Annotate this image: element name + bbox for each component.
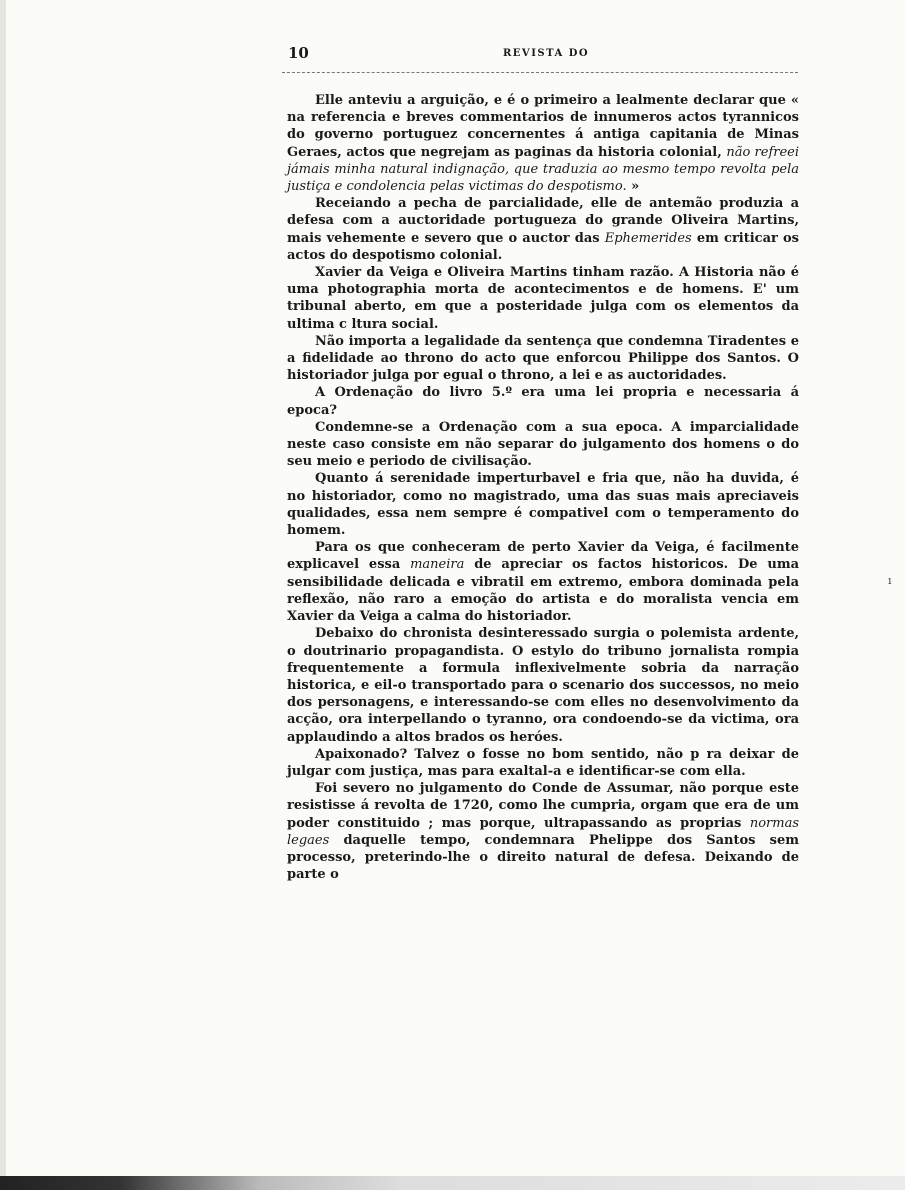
running-head: REVISTA DO: [503, 48, 590, 59]
body-text: [287, 92, 799, 883]
paragraph: Não importa a legalidade da sentença que condemna Tiradentes e a fidelidade ao throno do acto que enforcou Philippe dos Santos. O historiador julga por egual o throno, a lei e as auctoridades.: [287, 333, 799, 384]
paragraph: Elle anteviu a arguição, e é o primeiro a lealmente declarar que « na referencia e breves commentarios de innumeros actos tyrannicos do governo portuguez concernentes á antiga capitania de Minas Geraes, actos que negrejam as paginas da historia colonial, não refreei jámais minha natural indignação, que traduzia ao mesmo tempo revolta pela justiça e condolencia pelas victimas do despotismo. »: [287, 93, 800, 195]
paragraph: Apaixonado? Talvez o fosse no bom sentido, não p ra deixar de julgar com justiça, mas para exaltal-a e identificar-se com ella.: [287, 746, 799, 779]
paragraph: Foi severo no julgamento do Conde de Assumar, não porque este resistisse á revolta de 1720, como lhe cumpria, orgam que era de um poder constituido ; mas porque, ultrapassando as proprias normas legaes daquelle tempo, condemnara Phelippe dos Santos sem processo, preterindo-lhe o direito natural de defesa. Deixando de parte o: [287, 781, 799, 883]
page-left-edge: [0, 0, 6, 1190]
paragraph: A Ordenação do livro 5.º era uma lei propria e necessaria á epoca?: [287, 385, 799, 418]
paragraph: Receiando a pecha de parcialidade, elle de antemão produzia a defesa com a auctoridade portugueza do grande Oliveira Martins, mais vehemente e severo que o auctor das Ephemerides em criticar os actos do despotismo colonial.: [287, 196, 800, 263]
paragraph: Quanto á serenidade imperturbavel e fria que, não ha duvida, é no historiador, como no magistrado, uma das suas mais apreciaveis qualidades, essa nem sempre é compativel com o temperamento do homem.: [287, 471, 799, 539]
page-header: [288, 44, 800, 64]
header-rule: [282, 72, 798, 73]
page-number: 10: [288, 44, 309, 62]
paragraph: Para os que conheceram de perto Xavier da Veiga, é facilmente explicavel essa maneira de apreciar os factos historicos. De uma sensibilidade delicada e vibratil em extremo, embora dominada pela reflexão, não raro a emoção do artista e do moralista vencia em Xavier da Veiga a calma do historiador.: [287, 540, 799, 625]
margin-mark: ı: [888, 574, 892, 587]
paragraph: Condemne-se a Ordenação com a sua epoca. A imparcialidade neste caso consiste em não separar do julgamento dos homens o do seu meio e periodo de civilisação.: [287, 419, 799, 470]
paragraph: Xavier da Veiga e Oliveira Martins tinham razão. A Historia não é uma photographia morta de acontecimentos e de homens. E' um tribunal aberto, em que a posteridade julga com os elementos da ultima c ltura social.: [287, 265, 799, 332]
paragraph: Debaixo do chronista desinteressado surgia o polemista ardente, o doutrinario propagandista. O estylo do tribuno jornalista rompia frequentemente a formula inflexivelmente sobria da narração historica, e eil-o transportado para o scenario dos successos, no meio dos personagens, e interessando-se com elles no desenvolvimento da acção, ora interpellando o tyranno, ora condoendo-se da victima, ora applaudindo a altos brados os heróes.: [287, 626, 799, 745]
scan-bottom-edge: [0, 1176, 905, 1190]
